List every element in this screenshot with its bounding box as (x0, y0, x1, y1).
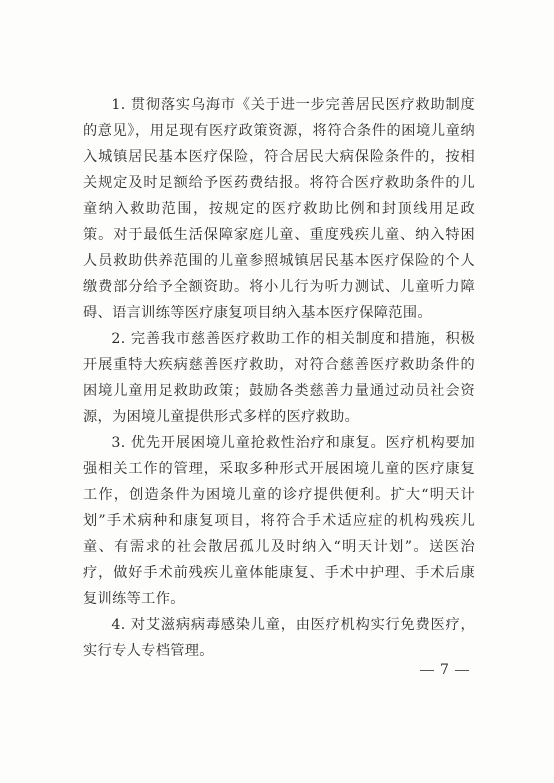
footer-right-dash (455, 670, 469, 671)
paragraph-2: 2. 完善我市慈善医疗救助工作的相关制度和措施，积极开展重特大疾病慈善医疗救助，对符合慈善医疗救助条件的困境儿童用足救助政策；鼓励各类慈善力量通过动员社会资源，为困境儿童提供形式多样的医疗救助。 (83, 331, 475, 425)
paragraph-1: 1. 贯彻落实乌海市《关于进一步完善居民医疗救助制度的意见》，用足现有医疗政策资源，将符合条件的困境儿童纳入城镇居民基本医疗保险，符合居民大病保险条件的，按相关规定及时足额给予医药费结报。将符合医疗救助条件的儿童纳入救助范围，按规定的医疗救助比例和封顶线用足政策。对于最低生活保障家庭儿童、重度残疾儿童、纳入特困人员救助供养范围的儿童参照城镇居民基本医疗保险的个人缴费部分给予全额资助。将小儿行为听力测试、儿童听力障碍、语言训练等医疗康复项目纳入基本医疗保障范围。 (83, 97, 475, 321)
footer-left-dash (420, 670, 434, 671)
document-body (83, 92, 475, 664)
paragraph-4: 4. 对艾滋病病毒感染儿童，由医疗机构实行免费医疗，实行专人专档管理。 (83, 617, 475, 659)
page-footer (420, 660, 500, 680)
paragraph-3: 3. 优先开展困境儿童抢救性治疗和康复。医疗机构要加强相关工作的管理，采取多种形式开展困境儿童的医疗康复工作，创造条件为困境儿童的诊疗提供便利。扩大“明天计划”手术病种和康复项目，将符合手术适应症的机构残疾儿童、有需求的社会散居孤儿及时纳入“明天计划”。送医治疗，做好手术前残疾儿童体能康复、手术中护理、手术后康复训练等工作。 (83, 435, 475, 607)
page-number: 7 (440, 662, 449, 678)
